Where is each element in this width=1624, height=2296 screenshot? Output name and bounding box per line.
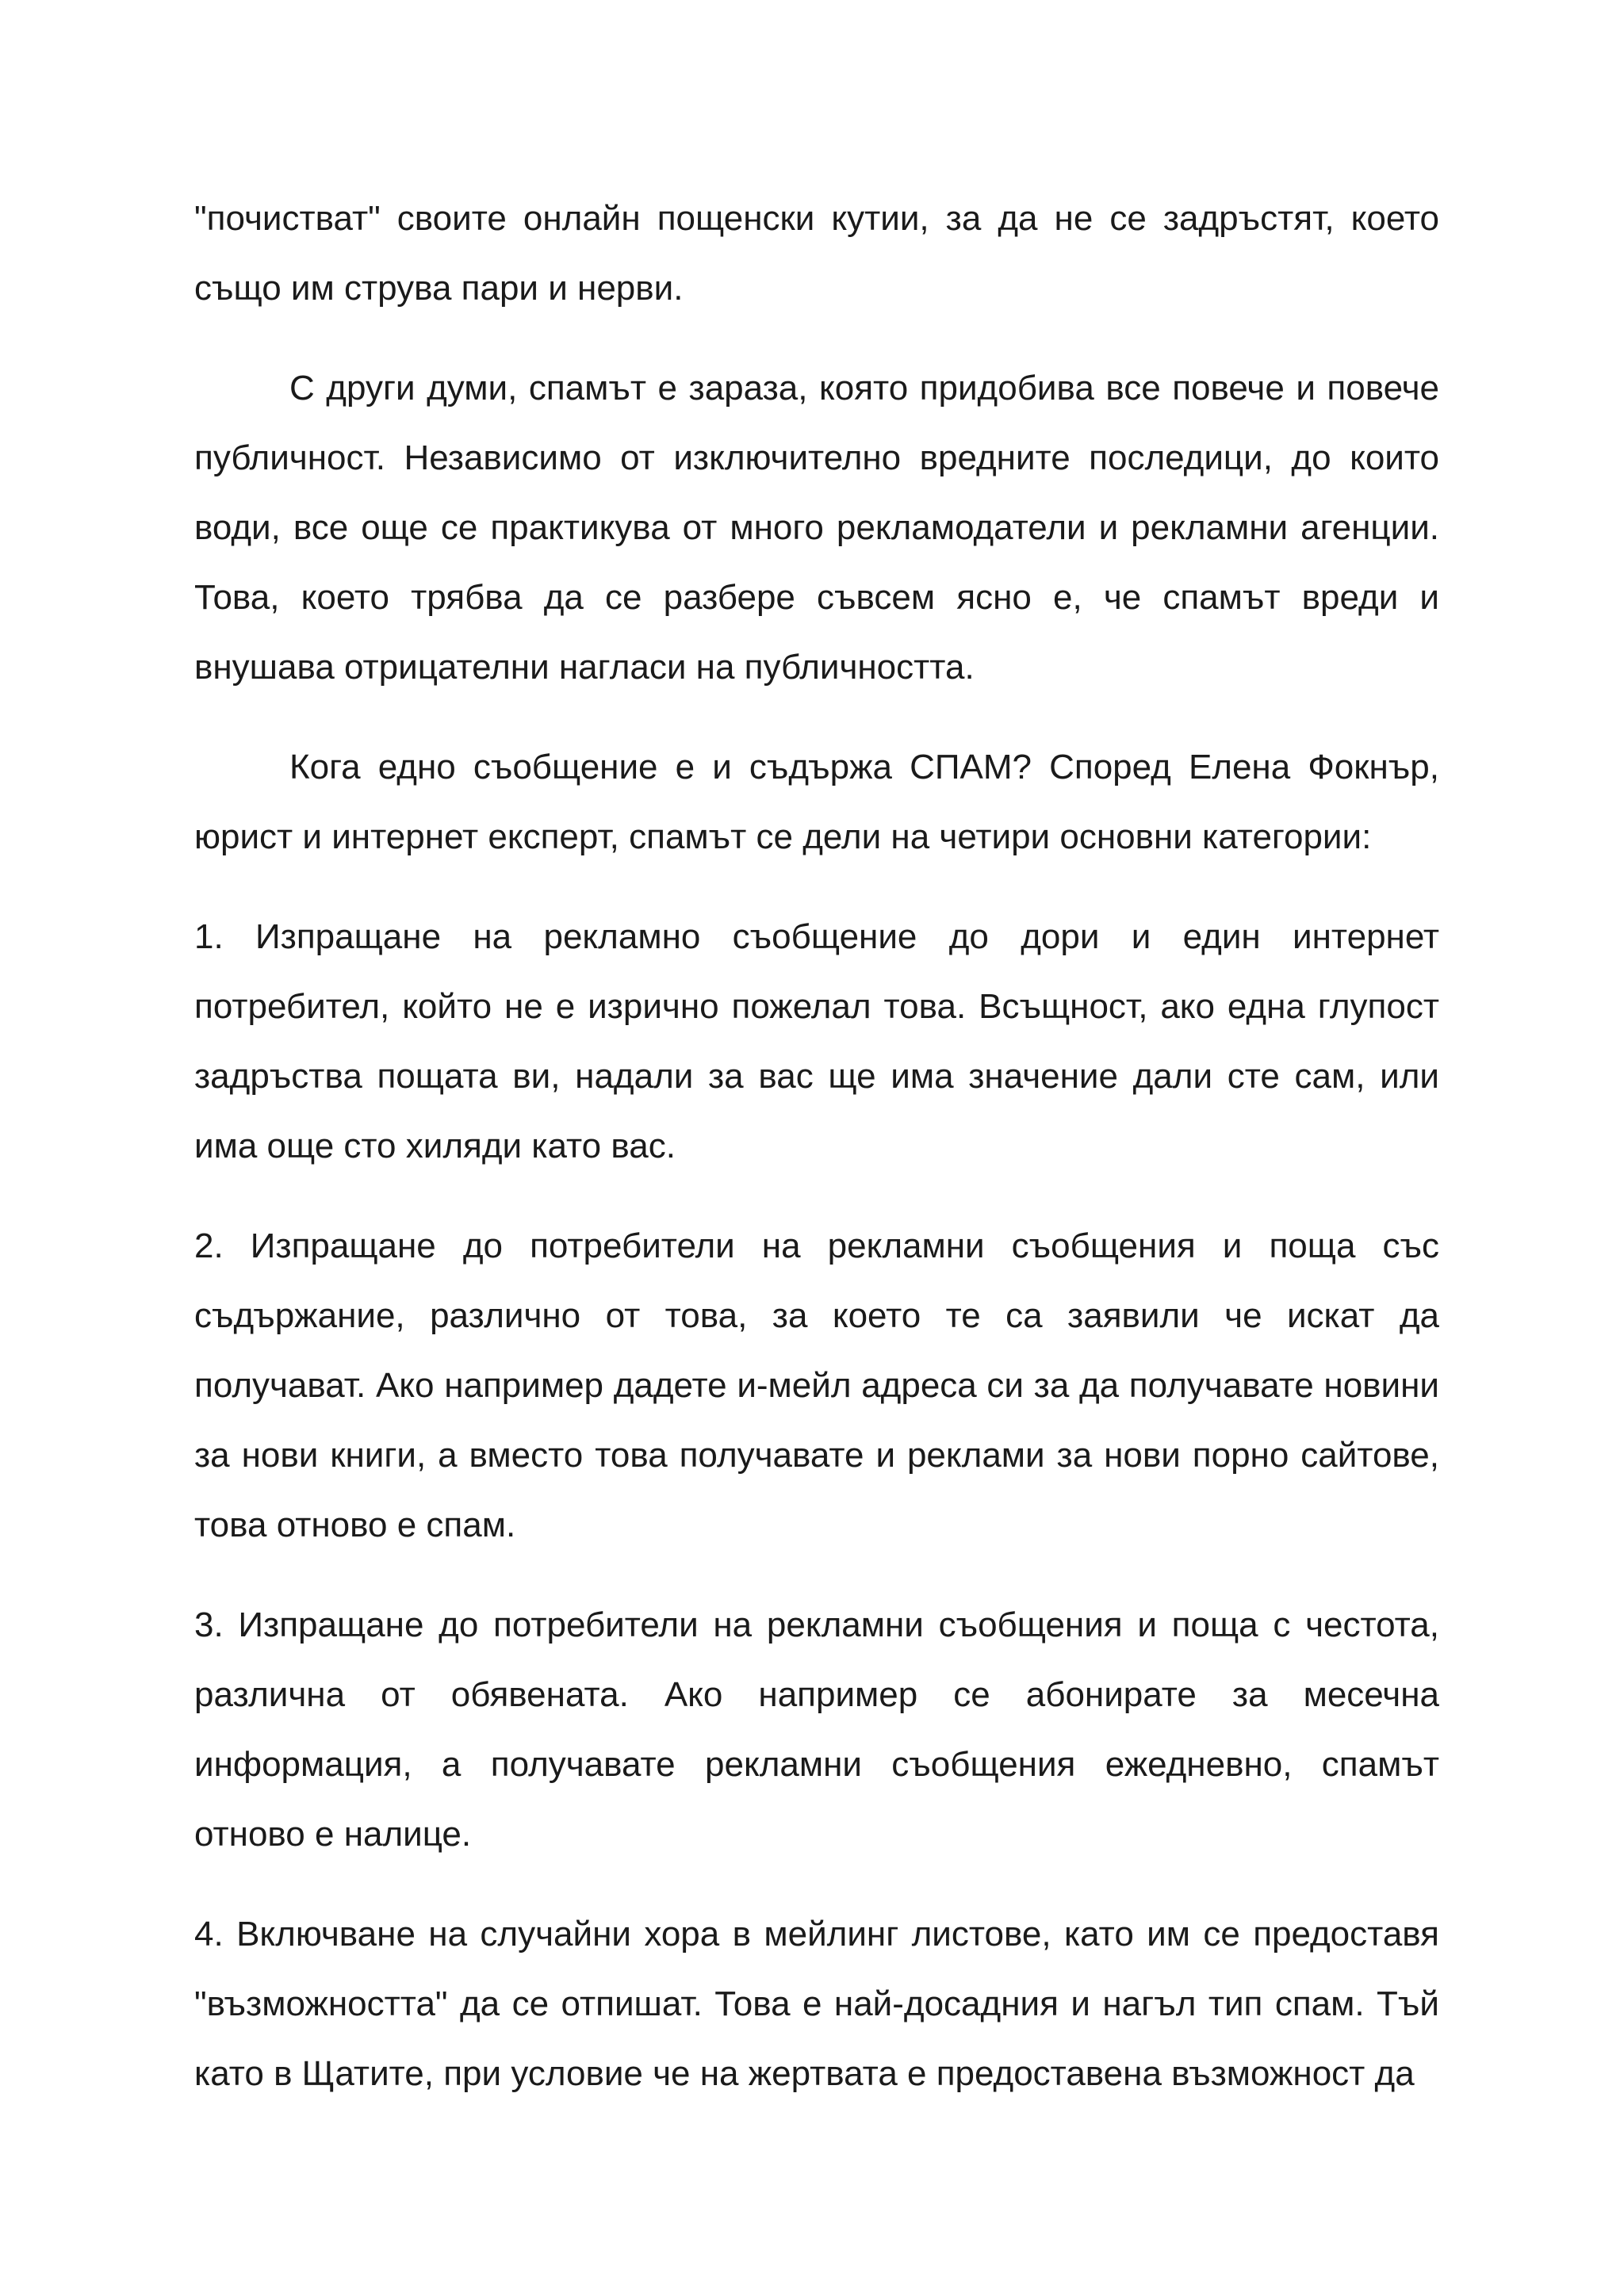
paragraph-spam-categories-intro: Кога едно съобщение е и съдържа СПАМ? Според Елена Фокнър, юрист и интернет експерт, спамът се дели на четири основни категории: [194, 748, 1439, 856]
paragraph-continuation: "почистват" своите онлайн пощенски кутии, за да не се задръстят, което също им струва пари и нерви. [194, 199, 1439, 308]
list-item-category-3: 3. Изпращане до потребители на рекламни съобщения и поща с честота, различна от обявената. Ако например се абонирате за месечна информация, а получавате рекламни съобщения ежедневно, спамът отново е налице. [194, 1605, 1439, 1854]
paragraph-spam-contagion: С други думи, спамът е зараза, която придобива все повече и повече публичност. Независимо от изключително вредните последици, до които води, все още се практикува от много рекламодатели и рекламни агенции. Това, което трябва да се разбере съвсем ясно е, че спамът вреди и внушава отрицателни нагласи на публичността. [194, 369, 1439, 687]
list-item-category-2: 2. Изпращане до потребители на рекламни съобщения и поща със съдържание, различно от това, за което те са заявили че искат да получават. Ако например дадете и-мейл адреса си за да получавате новини за нови книги, а вместо това получавате и реклами за нови порно сайтове, това отново е спам. [194, 1226, 1439, 1544]
list-item-category-4: 4. Включване на случайни хора в мейлинг листове, като им се предоставя "възможността" да се отпишат. Това е най-досадния и нагъл тип спам. Тъй като в Щатите, при условие че на жертвата е предоставена възможност да [194, 1915, 1439, 2093]
document-page [194, 184, 1439, 2109]
list-item-category-1: 1. Изпращане на рекламно съобщение до дори и един интернет потребител, който не е изрично пожелал това. Всъщност, ако една глупост задръства пощата ви, надали за вас ще има значение дали сте сам, или има още сто хиляди като вас. [194, 917, 1439, 1165]
